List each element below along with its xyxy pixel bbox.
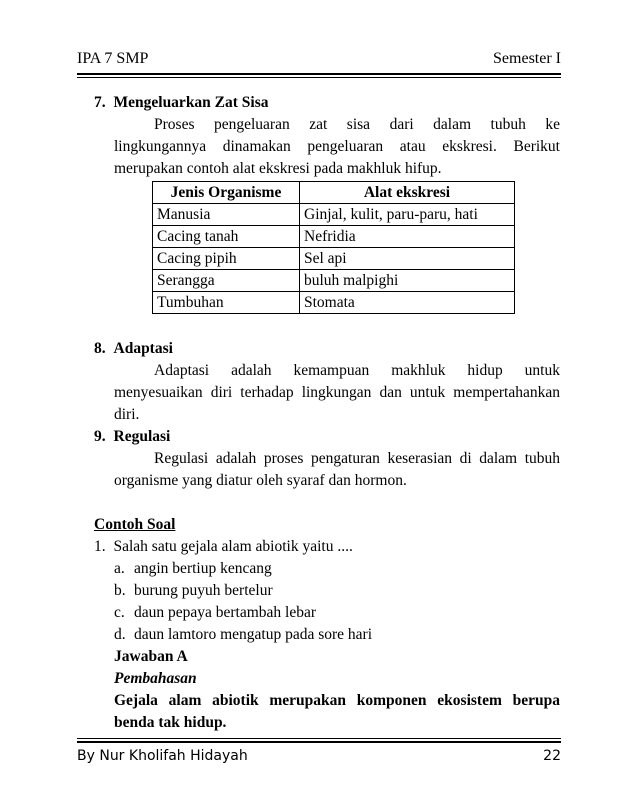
header-semester: Semester I xyxy=(493,50,561,67)
footer-rule xyxy=(77,741,561,743)
table-cell: Cacing pipih xyxy=(153,248,300,270)
footer-author: By Nur Kholifah Hidayah xyxy=(77,748,248,764)
discussion-line2: benda tak hidup. xyxy=(114,714,227,731)
option-letter: a. xyxy=(114,560,125,577)
table-row xyxy=(153,270,515,292)
section-9-para-line2: organisme yang diatur oleh syaraf dan hormon. xyxy=(114,472,407,489)
section-7 xyxy=(94,92,560,180)
section-7-heading xyxy=(94,92,560,114)
header-rule xyxy=(77,73,561,75)
option-text: daun pepaya bertambah lebar xyxy=(134,604,317,621)
example-heading: Contoh Soal xyxy=(94,516,176,533)
table-header-row xyxy=(153,182,515,204)
table-cell: Serangga xyxy=(153,270,300,292)
question-number: 1. xyxy=(94,538,106,555)
option-c xyxy=(114,602,560,624)
option-letter: d. xyxy=(114,626,126,643)
discussion-label: Pembahasan xyxy=(114,670,197,687)
page-header xyxy=(77,50,561,72)
table-header-organism: Jenis Organisme xyxy=(153,182,300,204)
section-9-heading xyxy=(94,426,560,448)
table-cell: Cacing tanah xyxy=(153,226,300,248)
table-cell: Sel api xyxy=(300,248,515,270)
section-8 xyxy=(94,338,560,426)
table-cell: Ginjal, kulit, paru-paru, hati xyxy=(300,204,515,226)
table-row xyxy=(153,226,515,248)
table-cell: Stomata xyxy=(300,292,515,314)
section-7-number: 7. xyxy=(94,94,106,111)
section-7-para-line1: Proses pengeluaran zat sisa dari dalam tubuh ke xyxy=(154,116,560,133)
option-text: burung puyuh bertelur xyxy=(134,582,273,599)
option-letter: b. xyxy=(114,582,126,599)
option-text: daun lamtoro mengatup pada sore hari xyxy=(134,626,373,643)
page-number: 22 xyxy=(543,748,561,764)
section-9 xyxy=(94,426,560,492)
table-row xyxy=(153,248,515,270)
option-b xyxy=(114,580,560,602)
table-row xyxy=(153,204,515,226)
example-section xyxy=(94,514,560,734)
section-8-para-line3: diri. xyxy=(114,406,140,423)
section-8-title: Adaptasi xyxy=(113,340,173,357)
section-9-number: 9. xyxy=(94,428,106,445)
option-letter: c. xyxy=(114,604,125,621)
table-cell: buluh malpighi xyxy=(300,270,515,292)
discussion-line1: Gejala alam abiotik merupakan komponen ekosistem berupa xyxy=(114,692,560,709)
section-8-number: 8. xyxy=(94,340,106,357)
option-a xyxy=(114,558,560,580)
footer-rule-thin xyxy=(77,738,561,739)
table-header-organ: Alat ekskresi xyxy=(300,182,515,204)
table-row xyxy=(153,292,515,314)
page-content xyxy=(94,92,560,734)
section-9-title: Regulasi xyxy=(113,428,171,445)
header-subject: IPA 7 SMP xyxy=(77,50,149,67)
section-8-para-line1: Adaptasi adalah kemampuan makhluk hidup untuk xyxy=(154,362,560,379)
question xyxy=(94,536,560,558)
excretion-table xyxy=(152,181,515,314)
question-text: Salah satu gejala alam abiotik yaitu .... xyxy=(113,538,353,555)
option-text: angin bertiup kencang xyxy=(134,560,272,577)
section-8-heading xyxy=(94,338,560,360)
section-8-para-line2: menyesuaikan diri terhadap lingkungan dan untuk mempertahankan xyxy=(114,384,560,401)
answer: Jawaban A xyxy=(114,648,188,665)
section-7-title: Mengeluarkan Zat Sisa xyxy=(113,94,269,111)
table-cell: Tumbuhan xyxy=(153,292,300,314)
table-cell: Manusia xyxy=(153,204,300,226)
table-cell: Nefridia xyxy=(300,226,515,248)
header-rule-thin xyxy=(77,77,561,78)
section-7-para-line2: lingkungannya dinamakan pengeluaran atau ekskresi. Berikut xyxy=(114,138,560,155)
section-7-para-line3: merupakan contoh alat ekskresi pada makhluk hifup. xyxy=(114,160,442,177)
option-d xyxy=(114,624,560,646)
section-9-para-line1: Regulasi adalah proses pengaturan keserasian di dalam tubuh xyxy=(154,450,560,467)
